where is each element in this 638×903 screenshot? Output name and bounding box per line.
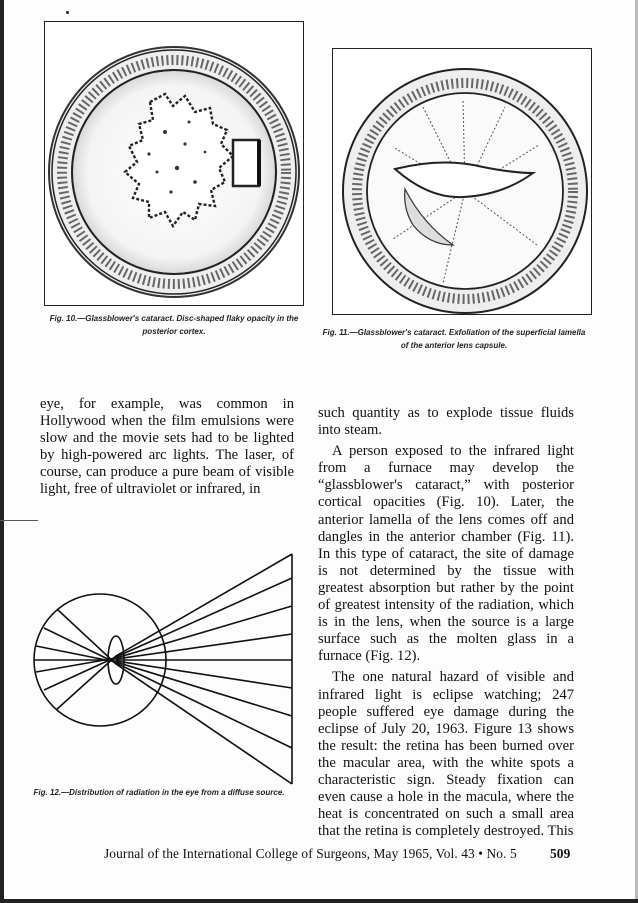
figure-11-caption: Fig. 11.—Glassblower's cataract. Exfoliation of the superficial lamella of the anterior lens capsule. [322, 328, 586, 350]
figure-10-caption: Fig. 10.—Glassblower's cataract. Disc-shaped flaky opacity in the posterior cortex. [49, 314, 299, 336]
left-column-text: eye, for example, was common in Hollywood when the film emulsions were slow and the movie sets had to be lighted by high-powered arc lights. The laser, of course, can produce a pure beam of visible light, free of ultraviolet or infrared, in [40, 396, 294, 498]
paragraph-3: The one natural hazard of visible and infrared light is eclipse watching; 247 people suffered eye damage during the eclipse of July 20, 1963. Figure 13 shows the result: the retina has been burned over the macular area, with the white spots a characteristic sign. Steady fixation can even cause a hole in the macula, where the heat is concentrated on such a small area that the retina is completely destroyed. This [318, 669, 574, 840]
figure-12-caption: Fig. 12.—Distribution of radiation in the eye from a diffuse source. [33, 788, 285, 797]
scan-speck [66, 11, 69, 14]
figure-11-image [332, 48, 592, 315]
page-footer [104, 846, 584, 862]
scan-edge-left [0, 0, 4, 903]
scan-edge-bottom [0, 899, 638, 903]
right-column-text [318, 405, 574, 840]
paragraph-1: such quantity as to explode tissue fluids into steam. [318, 405, 574, 439]
journal-citation: Journal of the International College of Surgeons, May 1965, Vol. 43 • No. 5 [104, 846, 517, 861]
paragraph-2: A person exposed to the infrared light from a furnace may develop the “glassblower's cataract,” with posterior cortical opacities (Fig. 10). Later, the anterior lamella of the lens comes off and dangles in the anterior chamber (Fig. 11). In this type of cataract, the site of damage is not determined by the tissue with greatest absorption but rather by the point of greatest intensity of the radiation, which is in the lens, when the source is a large surface such as the molten glass in a furnace (Fig. 12). [318, 443, 574, 665]
figure-12-diagram [22, 548, 312, 788]
figure-10-image [44, 21, 304, 306]
page-number: 509 [550, 846, 571, 861]
margin-mark [0, 520, 38, 521]
